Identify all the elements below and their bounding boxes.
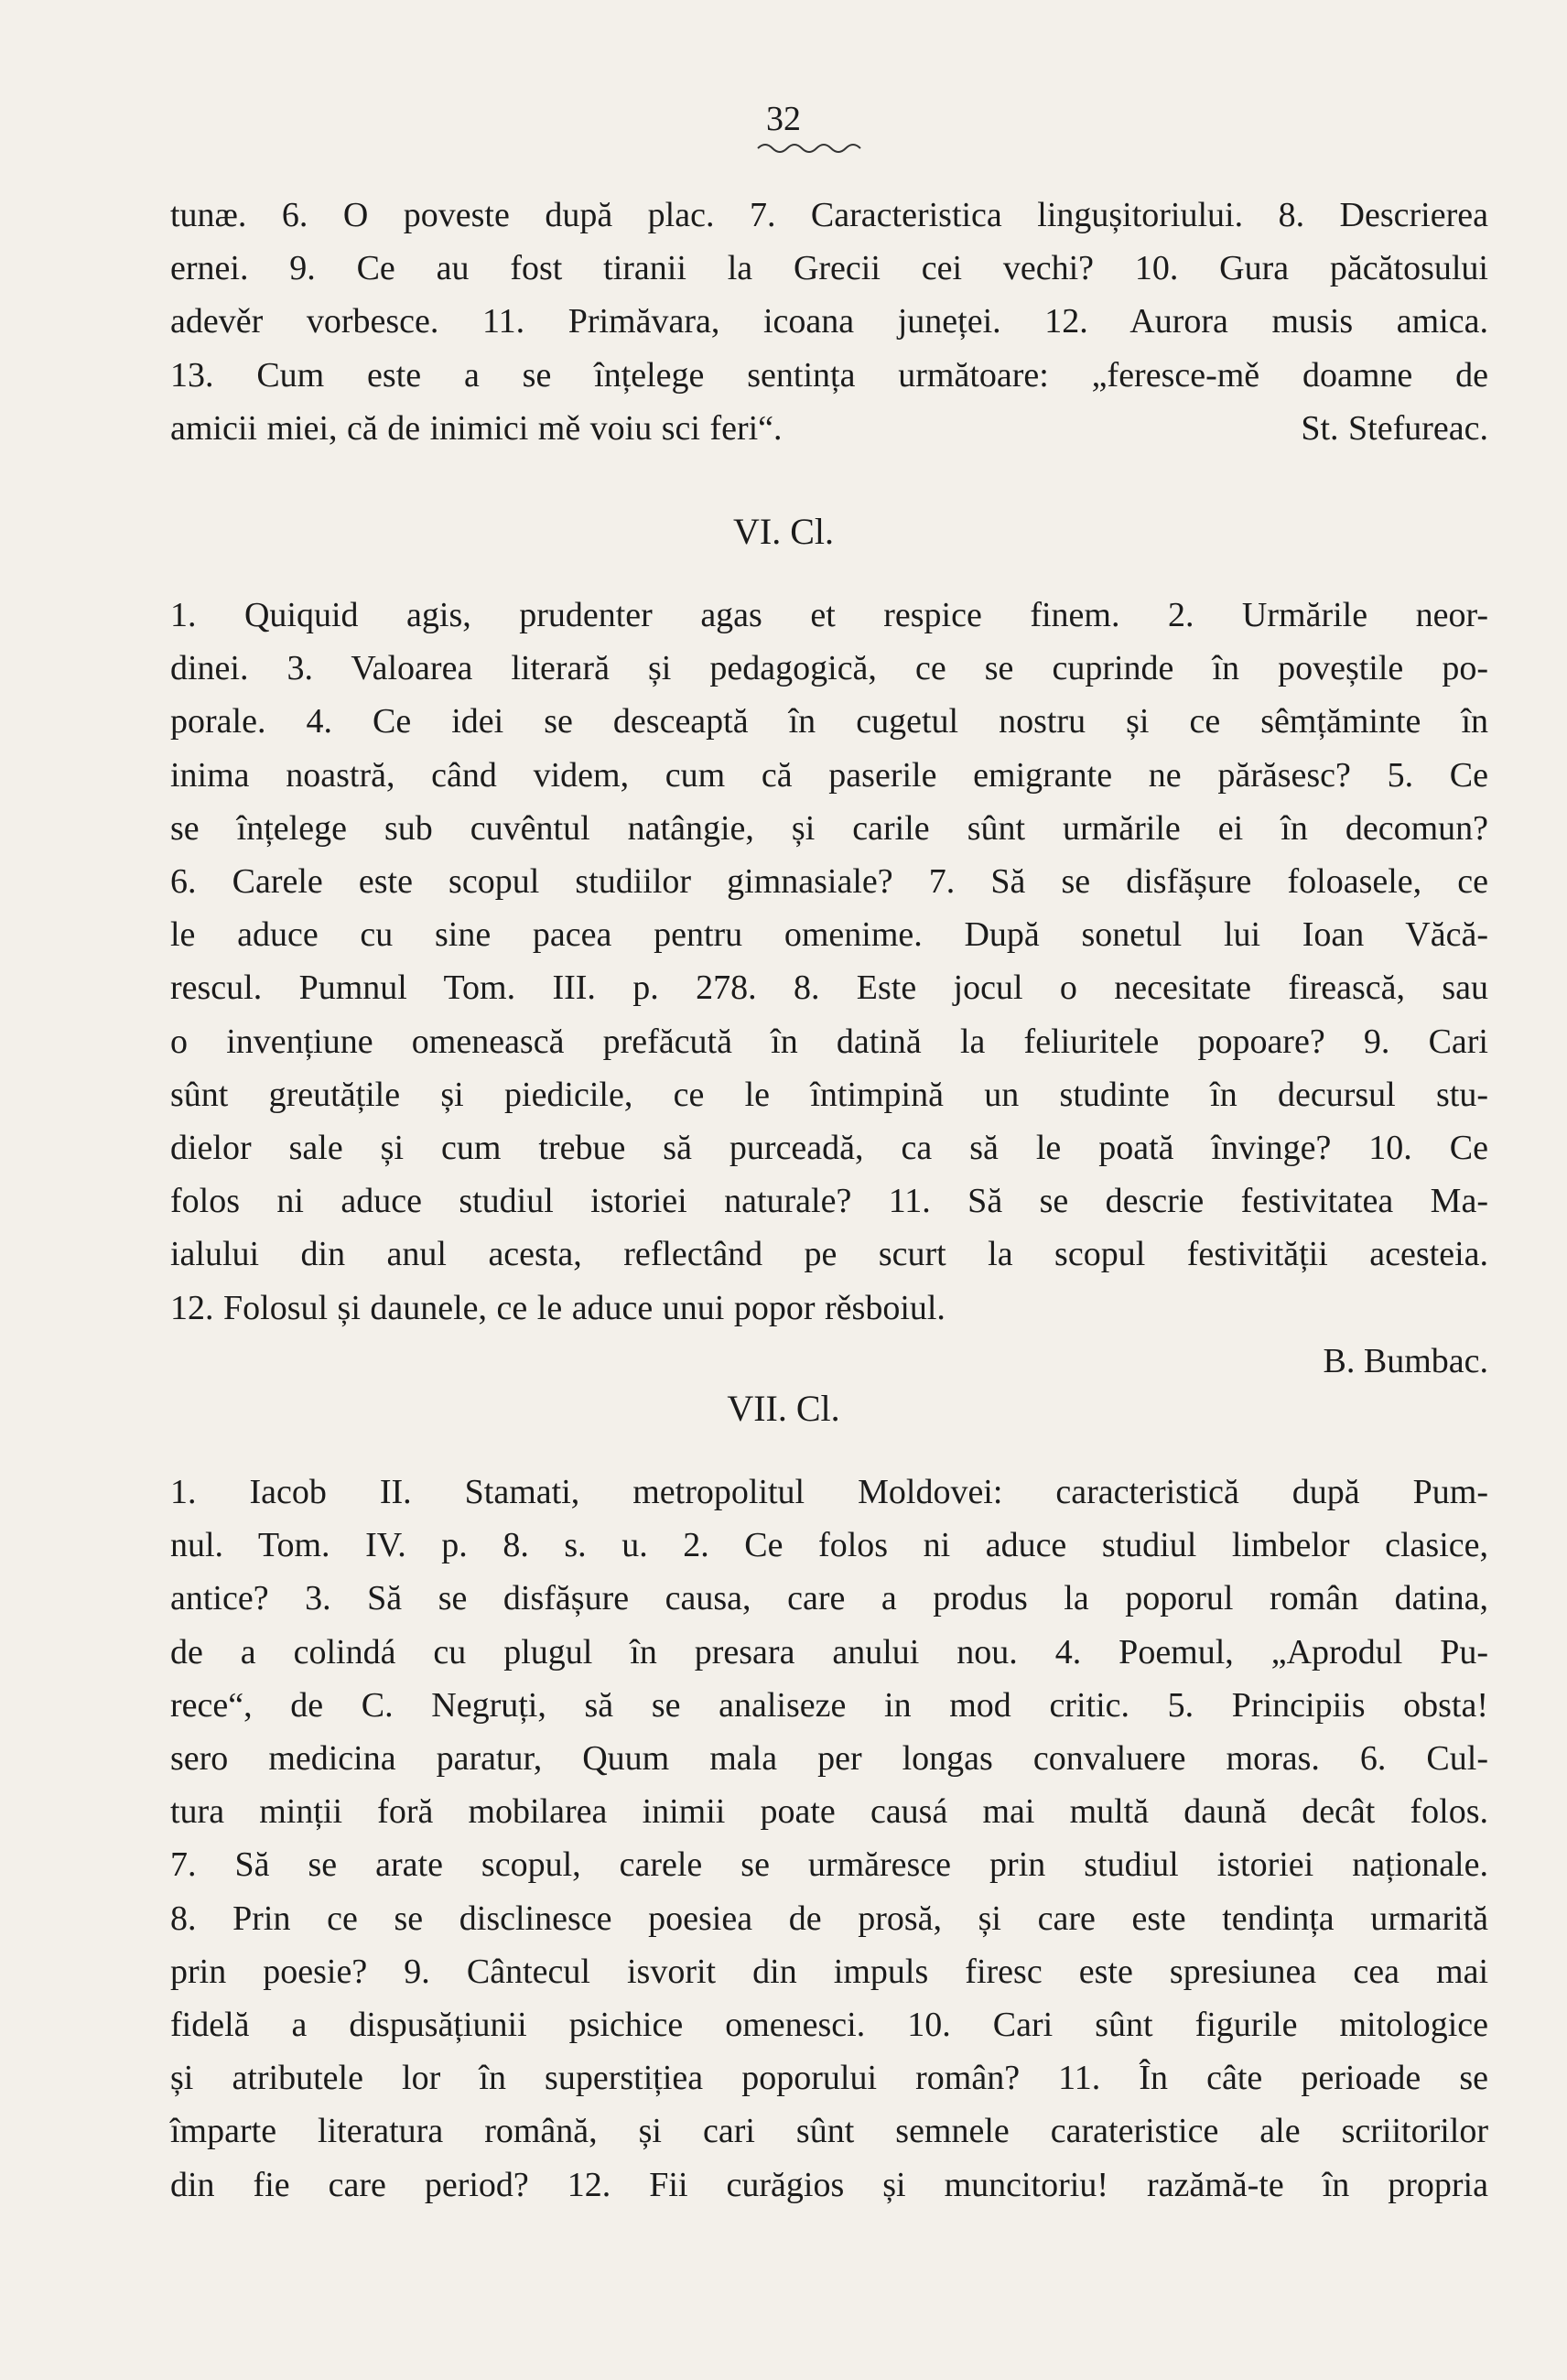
text-line: dielor sale și cum trebue să purceadă, ca să le poată învinge? 10. Ce — [170, 1129, 1488, 1168]
text-line: sûnt greutățile și piedicile, ce le întimpină un studinte în decursul stu- — [170, 1075, 1488, 1114]
section-2-body — [170, 589, 1488, 1388]
text-line: folos ni aduce studiul istoriei naturale? 11. Să se descrie festivitatea Ma- — [170, 1182, 1488, 1221]
text-line: rescul. Pumnul Tom. III. p. 278. 8. Este jocul o necesitate firească, sau — [170, 968, 1488, 1008]
text-line: 6. Carele este scopul studiilor gimnasiale? 7. Să se disfășure foloasele, ce — [170, 862, 1488, 902]
text-line: dinei. 3. Valoarea literară și pedagogică, ce se cuprinde în poveștile po- — [170, 649, 1488, 688]
text-line: ernei. 9. Ce au fost tiranii la Grecii cei vechi? 10. Gura păcătosului — [170, 249, 1488, 288]
text-line-with-signature — [170, 402, 1488, 455]
text-line: prin poesie? 9. Cântecul isvorit din impuls firesc este spresiunea cea mai — [170, 1952, 1488, 1991]
text-line: din fie care period? 12. Fii curăgios și muncitoriu! razămă-te în propria — [170, 2165, 1488, 2204]
text-line: tura minții foră mobilarea inimii poate causá mai multă daună decât folos. — [170, 1792, 1488, 1832]
text-line: se înțelege sub cuvêntul natângie, și carile sûnt urmările ei în decomun? — [170, 808, 1488, 848]
text-line: nul. Tom. IV. p. 8. s. u. 2. Ce folos ni aduce studiul limbelor clasice, — [170, 1526, 1488, 1565]
text-line: le aduce cu sine pacea pentru omenime. După sonetul lui Ioan Văcă- — [170, 915, 1488, 955]
wavy-ornament — [754, 137, 864, 156]
text-line: și atributele lor în superstițiea poporului român? 11. În câte perioade se — [170, 2059, 1488, 2098]
text-line: 7. Să se arate scopul, carele se urmăresce prin studiul istoriei naționale. — [170, 1845, 1488, 1885]
text-line: fidelă a dispusățiunii psichice omenesci. 10. Cari sûnt figurile mitologice — [170, 2006, 1488, 2045]
text-line: împarte literatura română, și cari sûnt semnele carateristice ale scriitorilor — [170, 2112, 1488, 2151]
text-line: rece“, de C. Negruți, să se analiseze in mod critic. 5. Principiis obsta! — [170, 1685, 1488, 1725]
text-line: 1. Iacob II. Stamati, metropolitul Moldovei: caracteristică după Pum- — [170, 1473, 1488, 1511]
text-line: 8. Prin ce se disclinesce poesiea de prosă, și care este tendința urmarită — [170, 1899, 1488, 1938]
text-line: 12. Folosul și daunele, ce le aduce unui popor rěsboiul. — [170, 1288, 946, 1327]
page-number: 32 — [766, 100, 801, 138]
section-heading: VI. Cl. — [733, 511, 834, 552]
section-1-body — [170, 189, 1488, 455]
text-line: amicii miei, că de inimici mě voiu sci feri“. — [170, 408, 783, 448]
text-line: 13. Cum este a se înțelege sentința următoare: „feresce-mě doamne de — [170, 355, 1488, 395]
signature: St. Stefureac. — [1301, 408, 1488, 448]
text-line: ialului din anul acesta, reflectând pe scurt la scopul festivității acesteia. — [170, 1235, 1488, 1274]
text-line: tunæ. 6. O poveste după plac. 7. Caracteristica lingușitoriului. 8. Descrierea — [170, 196, 1488, 234]
section-3-body — [170, 1466, 1488, 2212]
text-line: 1. Quiquid agis, prudenter agas et respice finem. 2. Urmările neor- — [170, 596, 1488, 634]
signature: B. Bumbac. — [1323, 1341, 1488, 1380]
text-line: adevěr vorbesce. 11. Primăvara, icoana juneței. 12. Aurora musis amica. — [170, 302, 1488, 341]
section-heading: VII. Cl. — [727, 1388, 840, 1429]
text-line: inima noastră, când videm, cum că paserile emigrante ne părăsesc? 5. Ce — [170, 755, 1488, 795]
text-line: antice? 3. Să se disfășure causa, care a produs la poporul român datina, — [170, 1579, 1488, 1618]
text-line: o invențiune omenească prefăcută în datină la feliuritele popoare? 9. Cari — [170, 1022, 1488, 1061]
text-line: porale. 4. Ce idei se desceaptă în cugetul nostru și ce sêmțăminte în — [170, 702, 1488, 741]
text-line: sero medicina paratur, Quum mala per longas convaluere moras. 6. Cul- — [170, 1739, 1488, 1779]
text-line: de a colindá cu plugul în presara anului nou. 4. Poemul, „Aprodul Pu- — [170, 1632, 1488, 1671]
